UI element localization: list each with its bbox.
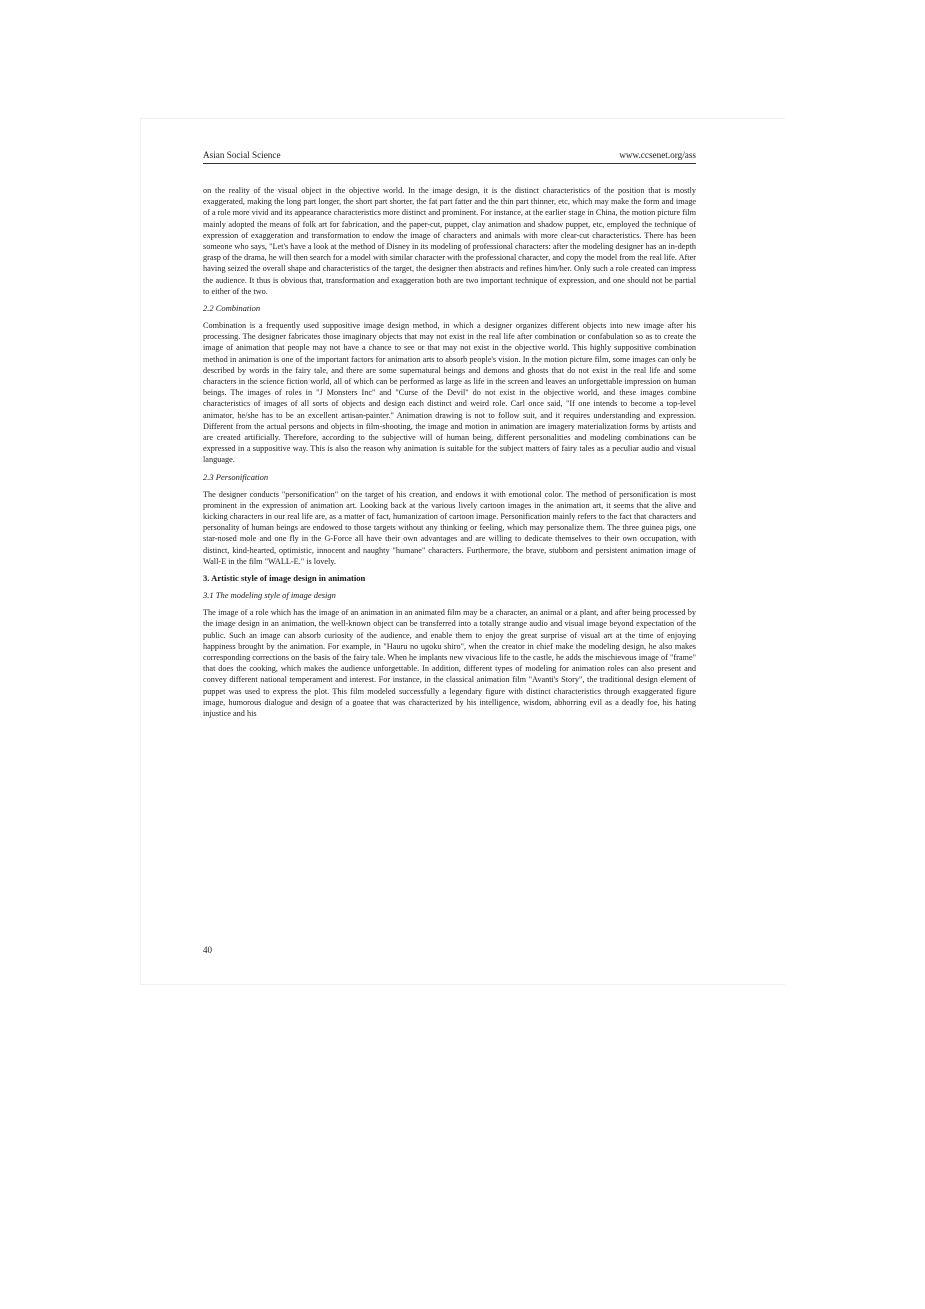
- scan-edge: [140, 118, 785, 119]
- section-heading: 3. Artistic style of image design in animation: [203, 573, 366, 584]
- journal-title: Asian Social Science: [203, 150, 281, 160]
- paragraph: on the reality of the visual object in the objective world. In the image design, it is the distinct characteristics of the position that is mostly exaggerated, making the long part longer, the short part shorter, the fat part fatter and the thin part thinner, etc, which may make the form and image of a role more vivid and its appearance characteristics more distinct and prominent. For instance, at the earlier stage in China, the motion picture film mainly adopted the means of folk art for fabrication, and the paper-cut, puppet, clay animation and shadow puppet, etc, employed the technique of expression of exaggeration and transformation to endow the image of characters and animals with more clear-cut characteristics. There has been someone who says, "Let's have a look at the method of Disney in its modeling of professional characters: after the modeling designer has an in-depth grasp of the drama, he will then search for a model with similar character with the professional character, and copy the model from the real life. After having seized the overall shape and characteristics of the target, the designer then abstracts and refines him/her. Only such a role created can impress the audience. It thus is obvious that, transformation and exaggeration both are two important technique of expression, and one should not be partial to either of the two.: [203, 186, 696, 296]
- paragraph: The image of a role which has the image of an animation in an animated film may be a character, an animal or a plant, and after being processed by the image design in an animation, the well-known object can be transferred into a totally strange audio and visual image beyond expectation of the public. Such an image can absorb curiosity of the audience, and enable them to enjoy the great surprise of visual art at the time of enjoying happiness brought by the animation. For example, in "Hauru no ugoku shiro", when the creator in chief make the modeling design, he also makes corresponding corrections on the basis of the fairy tale. When he implants new vivacious life to the castle, he adds the mischievous image of "frame" that does the cooking, which makes the audience unforgettable. In addition, different types of modeling for animation roles can also present and convey different national temperament and interest. For instance, in the classical animation film "Avanti's Story", the traditional design element of puppet was used to express the plot. This film modeled successfully a legendary figure with distinct characteristics through exaggerated figure image, humorous dialogue and design of a goatee that was characterized by his intelligence, wisdom, abhorring evil as a deadly foe, his hating injustice and his: [203, 608, 696, 718]
- running-header: [203, 150, 696, 164]
- paragraph: Combination is a frequently used suppositive image design method, in which a designer organizes different objects into new image after his processing. The designer fabricates those imaginary objects that may not exist in the real life after combination or confabulation so as to create the image of animation that people may not have a chance to see or that may not exist in the objective world. This highly suppositive combination method in animation is one of the important factors for animation arts to absorb people's vision. In the motion picture film, some images can only be described by words in the fairy tale, and there are some supernatural beings and demons and ghosts that do not exist in the real life and some characters in the science fiction world, all of which can be performed as large as life in the screen and leaves an unforgettable impression on human beings. The images of roles in "J Monsters Inc" and "Curse of the Devil" do not exist in the objective world, and these images combine characteristics of images of all sorts of objects and design each distinct and weird role. Carl once said, "If one intends to become a top-level animator, he/she has to be an excellent artisan-painter." Animation drawing is not to follow suit, and it requires understanding and expression. Different from the actual persons and objects in film-shooting, the image and motion in animation are imagery materialization forms by artists and are created artificially. Therefore, according to the subjective will of human being, different personalities and modeling combinations can be expressed in a suppositive way. This is also the reason why animation is suitable for the subject matters of fairy tales as a peculiar audio and visual language.: [203, 321, 696, 465]
- scan-edge: [140, 984, 785, 985]
- page-number: 40: [203, 945, 212, 955]
- subsection-heading: 2.3 Personification: [203, 471, 269, 482]
- scan-edge: [140, 118, 141, 984]
- subsection-heading: 3.1 The modeling style of image design: [203, 590, 336, 601]
- article-body: [203, 185, 696, 719]
- document-page: [203, 150, 696, 719]
- paragraph: The designer conducts "personification" on the target of his creation, and endows it with emotional color. The method of personification is most prominent in the expression of animation art. Looking back at the various lively cartoon images in the animation art, it seems that the alive and kicking characters in our real life are, as a matter of fact, humanization of cartoon image. Personification mainly refers to the fact that characters and personality of human beings are endowed to those targets without any thinking or feeling, which may personalize them. The three guinea pigs, one star-nosed mole and one fly in the G-Force all have their own advantages and are willing to dedicate themselves to their own occupation, with distinct, kind-hearted, optimistic, innocent and naughty "humane" characters. Furthermore, the brave, stubborn and persistent animation image of Wall-E in the film "WALL-E." is lovely.: [203, 489, 696, 566]
- journal-url: www.ccsenet.org/ass: [619, 150, 696, 160]
- subsection-heading: 2.2 Combination: [203, 303, 261, 314]
